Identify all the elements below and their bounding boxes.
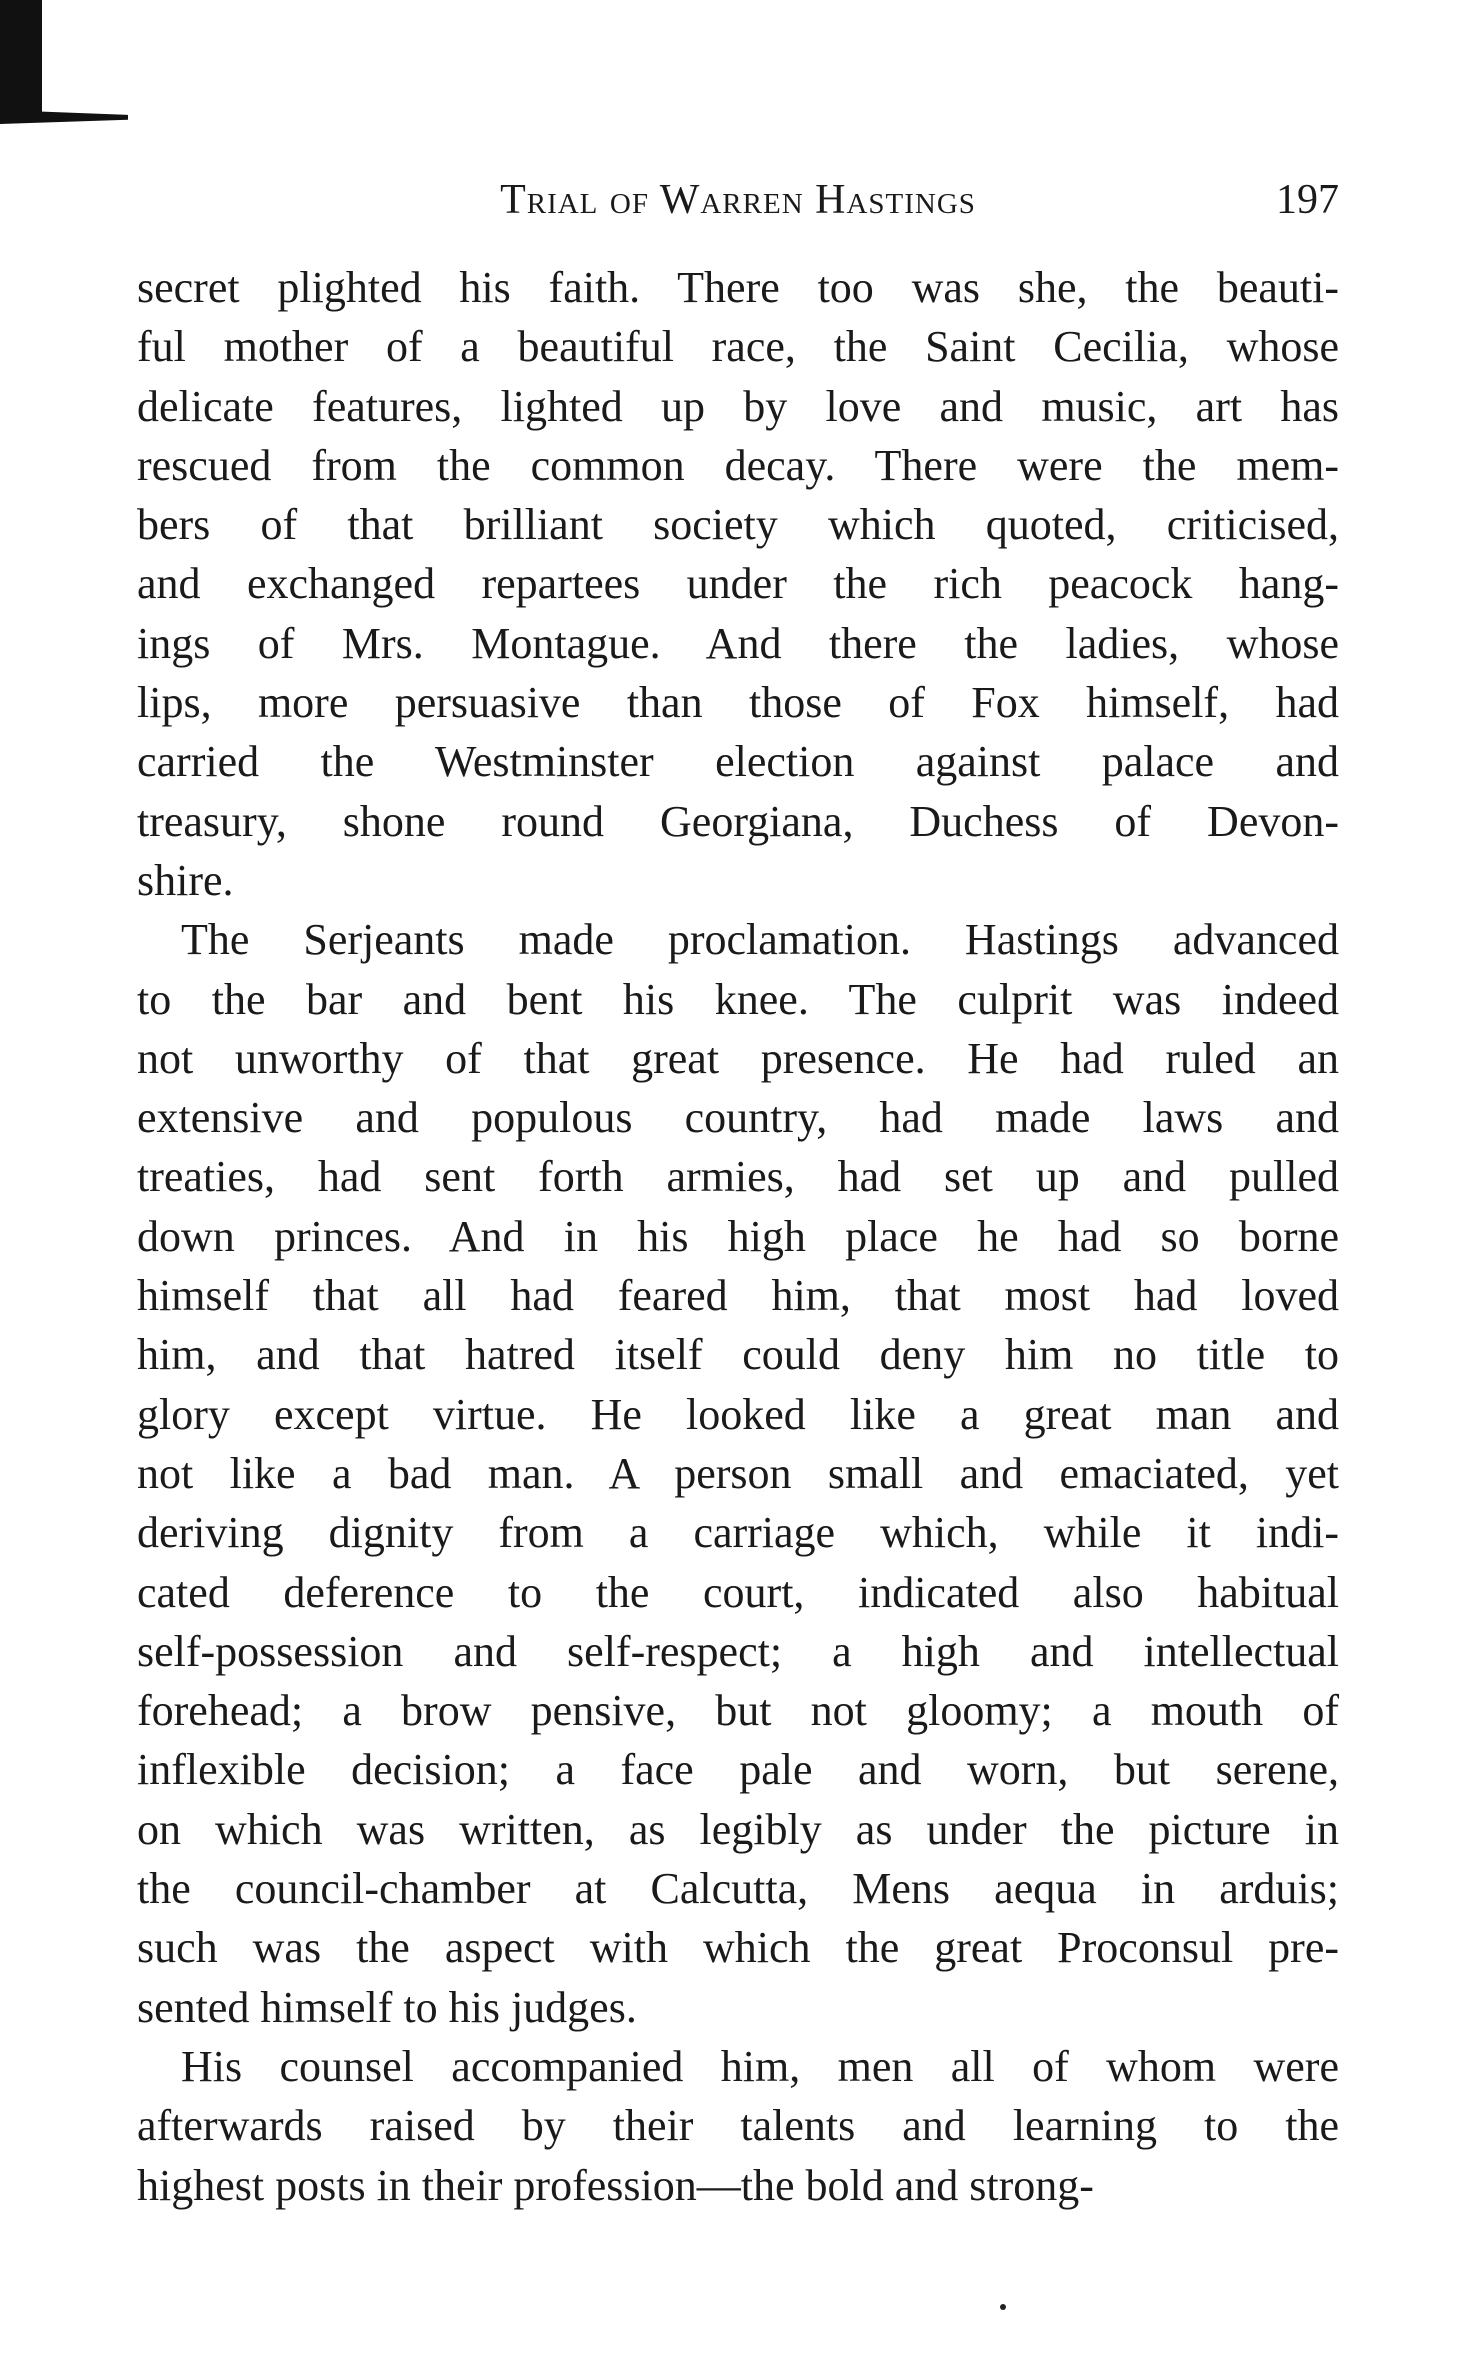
text-line: delicate features, lighted up by love and music, art has xyxy=(137,381,1339,431)
paragraph xyxy=(137,2037,1339,2215)
text-line: him, and that hatred itself could deny him no title to xyxy=(137,1330,1339,1380)
scan-corner-mark xyxy=(0,0,42,118)
text-line: rescued from the common decay. There were the mem- xyxy=(137,440,1339,490)
paragraph xyxy=(137,258,1339,910)
text-line: secret plighted his faith. There too was she, the beauti- xyxy=(137,263,1339,312)
paragraph xyxy=(137,910,1339,2037)
text-line: not unworthy of that great presence. He had ruled an xyxy=(137,1033,1339,1083)
body-text xyxy=(137,258,1339,2215)
text-line: extensive and populous country, had made laws and xyxy=(137,1093,1339,1143)
page-number: 197 xyxy=(1276,177,1339,223)
text-line: himself that all had feared him, that most had loved xyxy=(137,1271,1339,1321)
running-title: Trial of Warren Hastings xyxy=(500,177,976,223)
text-line: His counsel accompanied him, men all of whom were xyxy=(181,2041,1339,2091)
text-line: inflexible decision; a face pale and worn, but serene, xyxy=(137,1745,1339,1795)
text-line: deriving dignity from a carriage which, while it indi- xyxy=(137,1508,1339,1558)
text-line: sented himself to his judges. xyxy=(137,1982,637,2032)
text-line: bers of that brilliant society which quoted, criticised, xyxy=(137,500,1339,550)
text-line: highest posts in their profession—the bold and strong- xyxy=(137,2160,1094,2210)
text-line: down princes. And in his high place he had so borne xyxy=(137,1211,1339,1261)
text-line: on which was written, as legibly as under the picture in xyxy=(137,1804,1339,1854)
text-line: not like a bad man. A person small and emaciated, yet xyxy=(137,1448,1339,1498)
text-line: glory except virtue. He looked like a great man and xyxy=(137,1389,1339,1439)
text-line: the council-chamber at Calcutta, Mens aequa in arduis; xyxy=(137,1864,1339,1914)
text-line: treaties, had sent forth armies, had set up and pulled xyxy=(137,1152,1339,1202)
text-line: The Serjeants made proclamation. Hastings advanced xyxy=(181,915,1339,965)
text-line: ful mother of a beautiful race, the Saint Cecilia, whose xyxy=(137,322,1339,372)
text-line: self-possession and self-respect; a high and intellectual xyxy=(137,1626,1339,1676)
text-line: to the bar and bent his knee. The culprit was indeed xyxy=(137,974,1339,1024)
text-line: carried the Westminster election against palace and xyxy=(137,737,1339,787)
text-line: shire. xyxy=(137,855,234,905)
printer-mark xyxy=(1000,2304,1006,2310)
text-line: ings of Mrs. Montague. And there the ladies, whose xyxy=(137,618,1339,668)
scan-corner-mark-foot xyxy=(0,110,128,124)
text-line: lips, more persuasive than those of Fox himself, had xyxy=(137,678,1339,728)
page-header xyxy=(137,172,1339,228)
text-line: forehead; a brow pensive, but not gloomy; a mouth of xyxy=(137,1686,1339,1736)
text-line: afterwards raised by their talents and learning to the xyxy=(137,2101,1339,2151)
text-line: such was the aspect with which the great Proconsul pre- xyxy=(137,1923,1339,1973)
text-line: and exchanged repartees under the rich peacock hang- xyxy=(137,559,1339,609)
text-line: cated deference to the court, indicated also habitual xyxy=(137,1567,1339,1617)
text-line: treasury, shone round Georgiana, Duchess of Devon- xyxy=(137,796,1339,846)
